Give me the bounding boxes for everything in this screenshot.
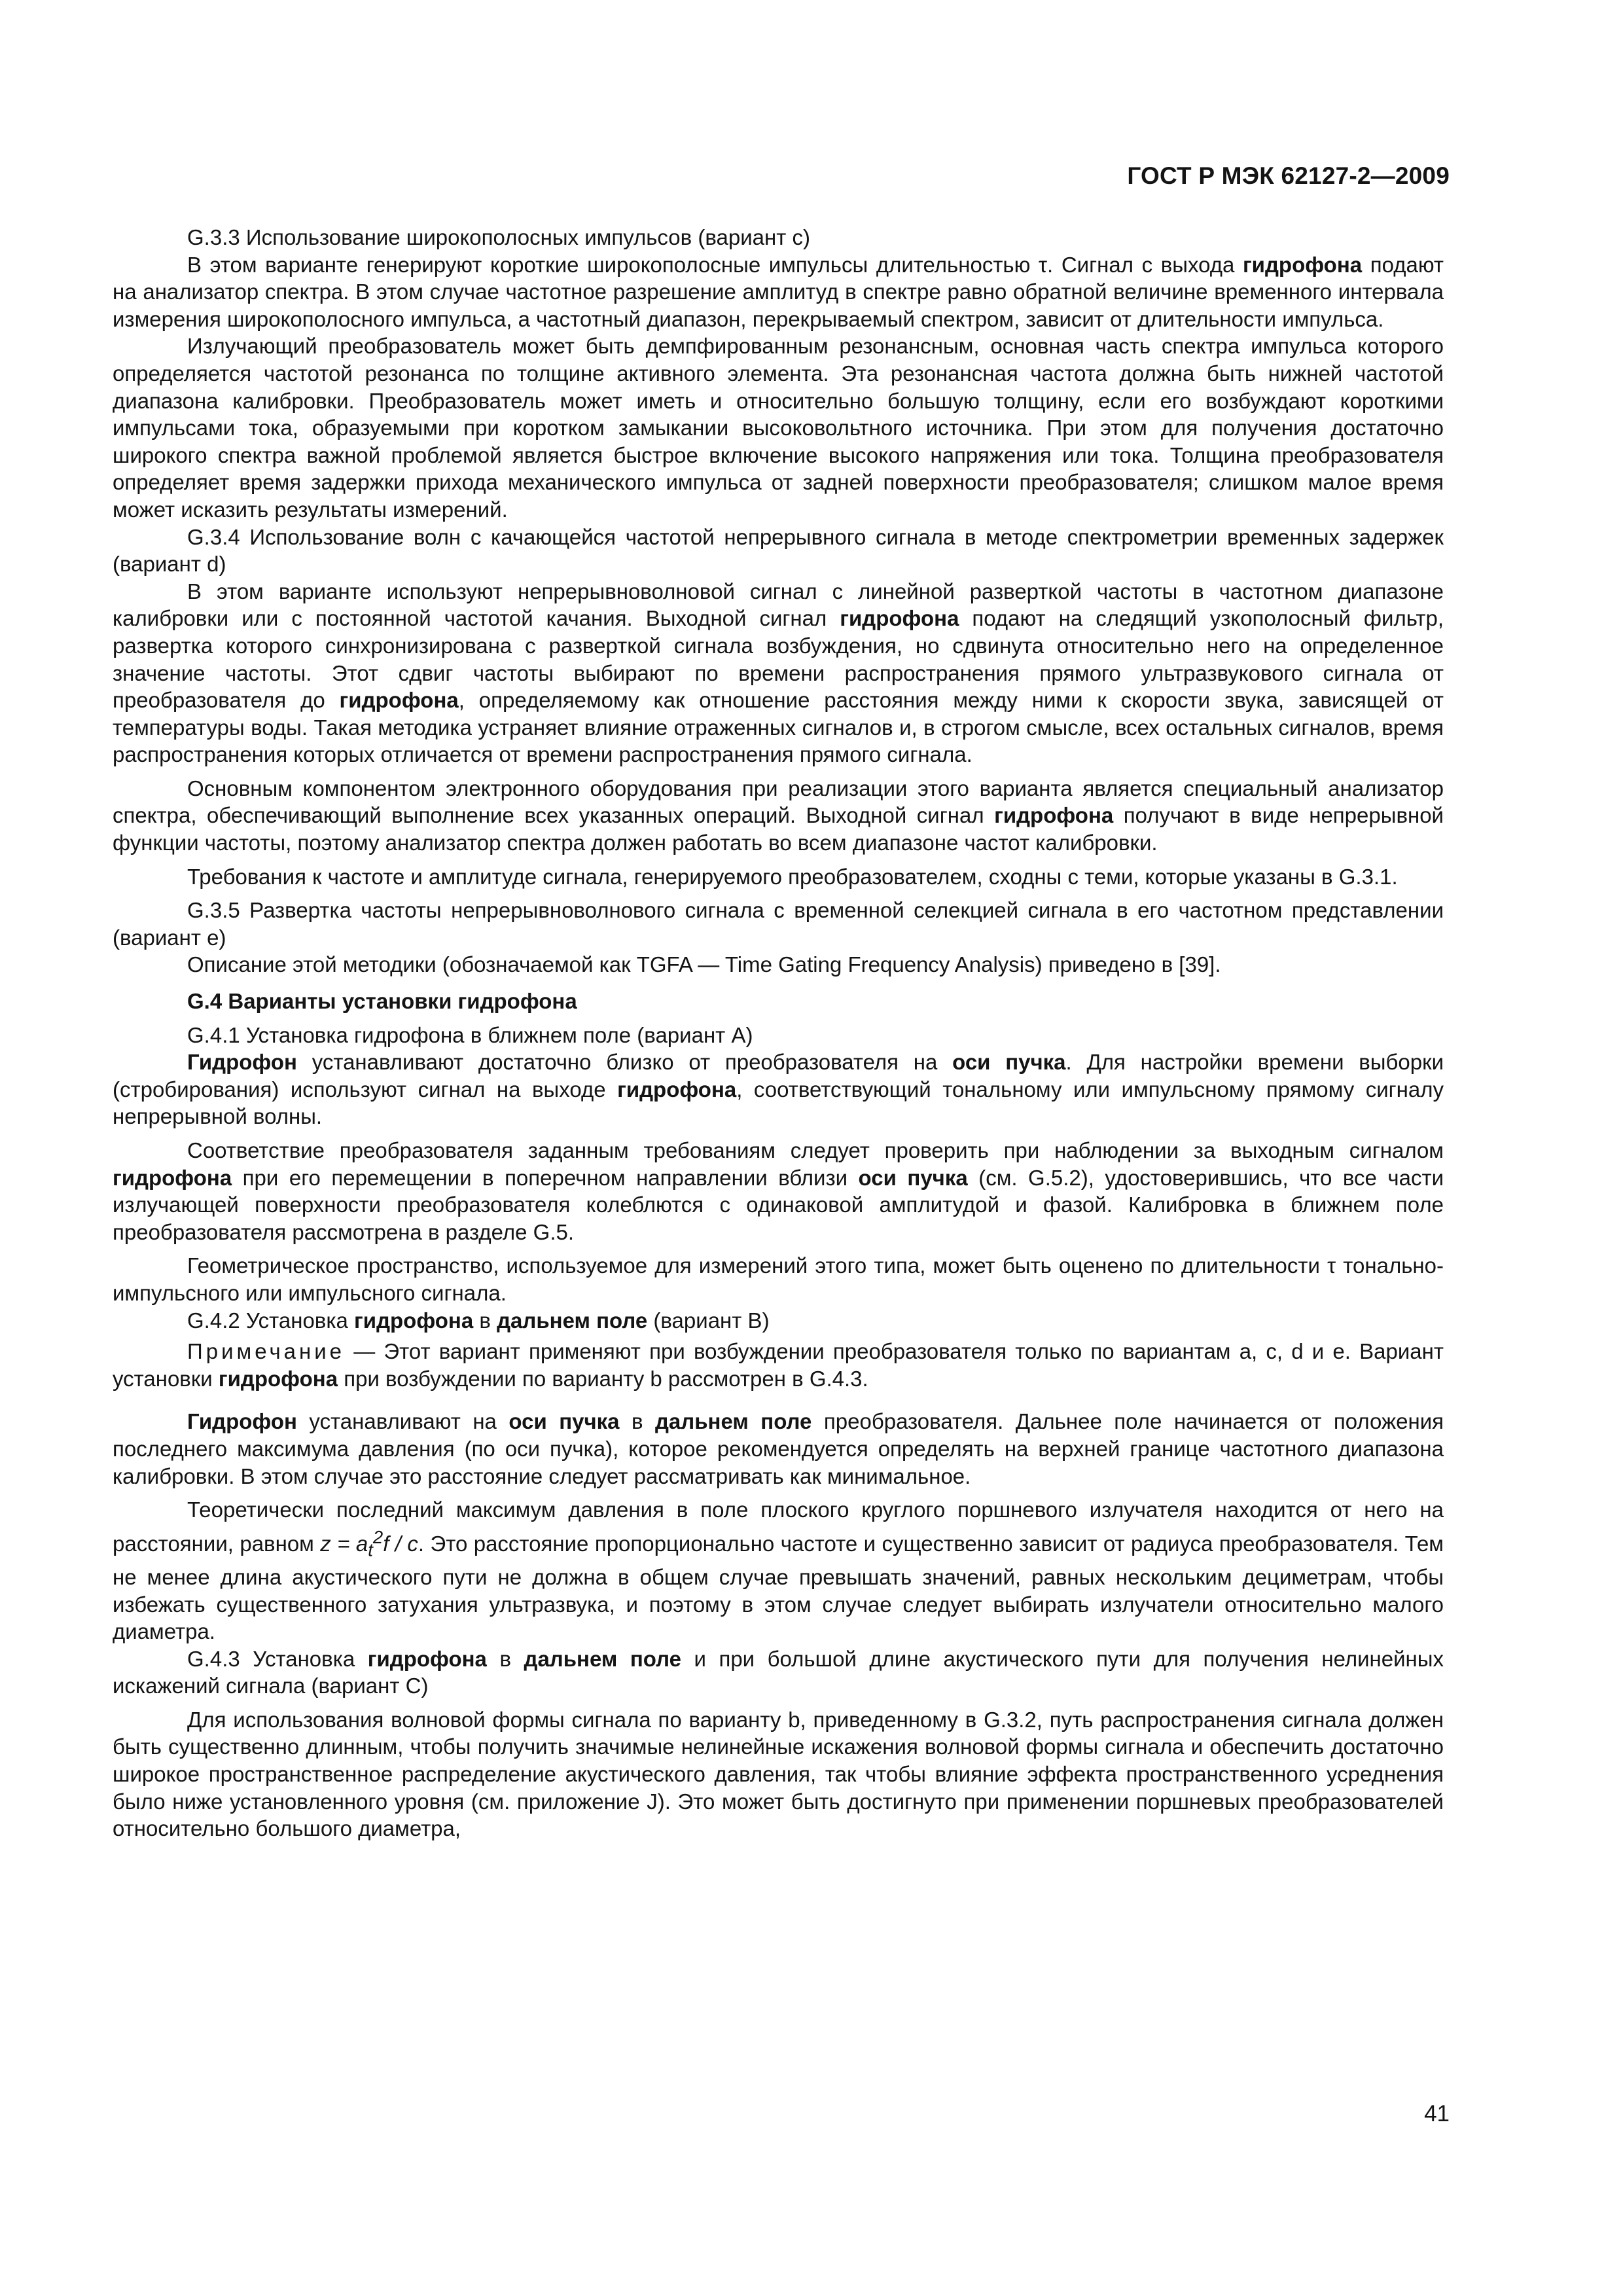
paragraph-g-4-2-last-maximum (113, 1496, 1444, 1645)
text-run: Теоретически последний максимум давления в поле плоского круглого поршневого излучателя находится от него на расстоянии, равном (113, 1498, 1444, 1556)
text-run: . Для настройки времени выборки (стробирования) используют сигнал на выходе (113, 1050, 1444, 1102)
text-run: В этом варианте генерируют короткие широкополосные импульсы длительностью τ. Сигнал с выхода (187, 252, 1243, 277)
text-run: Соответствие преобразователя заданным требованиям следует проверить при наблюдении за выходным сигналом (187, 1138, 1444, 1162)
paragraph-g-3-4-requirements (113, 863, 1444, 891)
subclause-g-4-1-title (113, 1022, 1444, 1049)
paragraph-g-3-4-spectrum-analyzer (113, 775, 1444, 857)
subclause-g-3-5-title (113, 897, 1444, 951)
paragraph-g-4-3-nonlinear (113, 1706, 1444, 1842)
bold-term: гидрофона (617, 1077, 737, 1102)
text-run: подают на следящий узкополосный фильтр, развертка которого синхронизирована с разверткой сигнала возбуждения, но сдвинута относительно него на определенное значение частоты. Этот сдвиг частоты выбирают по времени распространения прямого ультразвукового сигнала от преобразователя до (113, 606, 1444, 713)
text-run: Требования к частоте и амплитуде сигнала, генерируемого преобразователем, сходны с теми, которые указаны в G.3.1. (187, 864, 1398, 889)
bold-term: дальнем поле (654, 1409, 812, 1434)
text-run: и при большой длине акустического пути для получения нелинейных искажений сигнала (вариант С) (113, 1646, 1444, 1698)
note-label: Примечание (187, 1339, 346, 1364)
formula-superscript: 2 (372, 1526, 383, 1547)
text-run: (см. G.5.2), удостоверившись, что все части излучающей поверхности преобразователя колеблются с одинаковой амплитудой и фазой. Калибровка в ближнем поле преобразователя рассмотрена в разделе G.5. (113, 1165, 1444, 1244)
bold-term: Гидрофон (187, 1050, 297, 1075)
bold-term: Гидрофон (187, 1409, 297, 1434)
bold-term: гидрофона (218, 1366, 338, 1391)
text-run: в (473, 1308, 497, 1333)
bold-term: гидрофона (840, 606, 959, 631)
paragraph-g-3-3-transducer (113, 332, 1444, 523)
text-run: — Этот вариант применяют при возбуждении преобразователя только по вариантам а, с, d и е. Вариант установки (113, 1339, 1444, 1391)
text-run: Описание этой методики (обозначаемой как TGFA — Time Gating Frequency Analysis) приведено в [39]. (187, 952, 1221, 977)
bold-term: гидрофона (339, 688, 459, 713)
text-run: в (486, 1646, 524, 1671)
paragraph-g-4-1-verification (113, 1137, 1444, 1246)
text-run: устанавливают достаточно близко от преобразователя на (296, 1050, 953, 1075)
bold-term: гидрофона (354, 1308, 474, 1333)
bold-term: оси пучка (952, 1050, 1066, 1075)
section-g-4-heading (113, 988, 1444, 1015)
formula: f / c (383, 1531, 418, 1556)
text-run: (вариант В) (647, 1308, 770, 1333)
text-run: Излучающий преобразователь может быть демпфированным резонансным, основная часть спектра импульса которого определяется частотой резонанса по толщине активного элемента. Эта резонансная частота должна быть нижней частотой диапазона калибровки. Преобразователь может иметь и относительно большую толщину, если его возбуждают короткими импульсами тока, образуемыми при коротком замыкании высоковольтного источника. При этом для получения достаточно широкого спектра важной проблемой является быстрое включение высокого напряжения или тока. Толщина преобразователя определяет время задержки прихода механического импульса от задней поверхности преобразователя; слишком малое время может исказить результаты измерений. (113, 334, 1444, 522)
paragraph-g-3-3-wideband-pulses (113, 251, 1444, 333)
text-run: , соответствующий тональному или импульсному прямому сигналу непрерывной волны. (113, 1077, 1444, 1129)
paragraph-g-4-2-far-field (113, 1408, 1444, 1490)
paragraph-g-4-1-geometric-space (113, 1252, 1444, 1306)
text-run: G.4.3 Установка (187, 1646, 368, 1671)
bold-term: оси пучка (508, 1409, 620, 1434)
subclause-g-4-2-title (113, 1307, 1444, 1335)
text-run: в (619, 1409, 655, 1434)
text-run: В этом варианте используют непрерывноволновой сигнал с линейной разверткой частоты в частотном диапазоне калибровки или с постоянной частотой качания. Выходной сигнал (113, 579, 1444, 631)
formula-subscript: t (368, 1539, 373, 1560)
text-run: Геометрическое пространство, используемое для измерений этого типа, может быть оценено по длительности τ тонально-импульсного или импульсного сигнала. (113, 1253, 1444, 1305)
paragraph-g-3-5-tgfa (113, 951, 1444, 978)
standard-header: ГОСТ Р МЭК 62127-2—2009 (1127, 162, 1450, 189)
bold-term: гидрофона (994, 803, 1114, 828)
text-run: G.4.1 Установка гидрофона в ближнем поле (вариант А) (187, 1022, 753, 1047)
note-g-4-2 (113, 1338, 1444, 1392)
text-run: при его перемещении в поперечном направлении вблизи (232, 1165, 859, 1190)
text-run: G.4.2 Установка (187, 1308, 355, 1333)
text-run: G.3.4 Использование волн с качающейся частотой непрерывного сигнала в методе спектрометрии временных задержек (вариант d) (113, 524, 1444, 577)
subclause-g-3-4-title (113, 524, 1444, 578)
subclause-g-4-3-title (113, 1645, 1444, 1700)
bold-term: оси пучка (858, 1165, 968, 1190)
text-run: преобразователя. Дальнее поле начинается от положения последнего максимума давления (по оси пучка), которое рекомендуется определять на верхней границе частотного диапазона калибровки. В этом случае это расстояние следует рассматривать как минимальное. (113, 1409, 1444, 1488)
formula: z = a (320, 1531, 368, 1556)
text-run: G.3.5 Развертка частоты непрерывноволнового сигнала с временной селекцией сигнала в его частотном представлении (вариант е) (113, 898, 1444, 950)
bold-term: дальнем поле (497, 1308, 648, 1333)
bold-term: гидрофона (367, 1646, 487, 1671)
bold-term: дальнем поле (524, 1646, 681, 1671)
text-run: подают на анализатор спектра. В этом случае частотное разрешение амплитуд в спектре равно обратной величине временного интервала измерения широкополосного импульса, а частотный диапазон, перекрываемый спектром, зависит от длительности импульса. (113, 252, 1444, 331)
text-run: . Это расстояние пропорционально частоте и существенно зависит от радиуса преобразователя. Тем не менее длина акустического пути не должна в общем случае превышать значений, равных нескольким дециметрам, чтобы избежать существенного затухания ультразвука, и поэтому в этом случае следует выбирать излучатели относительно малого диаметра. (113, 1531, 1444, 1644)
text-run: G.4 Варианты установки гидрофона (187, 989, 577, 1014)
text-run: Для использования волновой формы сигнала по варианту b, приведенному в G.3.2, путь распространения сигнала должен быть существенно длинным, чтобы получить значимые нелинейные искажения волновой формы сигнала и обеспечить достаточно широкое пространственное распределение акустического давления, так чтобы влияние эффекта пространственного усреднения было ниже установленного уровня (см. приложение J). Это может быть достигнуто при применении поршневых преобразователей относительно большого диаметра, (113, 1707, 1444, 1841)
page-body (113, 224, 1444, 1842)
text-run: G.3.3 Использование широкополосных импульсов (вариант с) (187, 225, 810, 249)
subclause-g-3-3-title (113, 224, 1444, 251)
text-run: получают в виде непрерывной функции частоты, поэтому анализатор спектра должен работать во всем диапазоне частот калибровки. (113, 803, 1444, 855)
text-run: , определяемому как отношение расстояния между ними к скорости звука, зависящей от температуры воды. Такая методика устраняет влияние отраженных сигналов и, в строгом смысле, всех остальных сигналов, время распространения которых отличается от времени распространения прямого сигнала. (113, 688, 1444, 767)
paragraph-g-3-4-swept-signal (113, 578, 1444, 768)
bold-term: гидрофона (113, 1165, 232, 1190)
text-run: устанавливают на (296, 1409, 509, 1434)
bold-term: гидрофона (1242, 252, 1363, 277)
page-number: 41 (1424, 2101, 1450, 2126)
text-run: Основным компонентом электронного оборудования при реализации этого варианта является специальный анализатор спектра, обеспечивающий выполнение всех указанных операций. Выходной сигнал (113, 776, 1444, 828)
paragraph-g-4-1-near-field (113, 1049, 1444, 1130)
text-run: при возбуждении по варианту b рассмотрен в G.4.3. (338, 1366, 868, 1391)
